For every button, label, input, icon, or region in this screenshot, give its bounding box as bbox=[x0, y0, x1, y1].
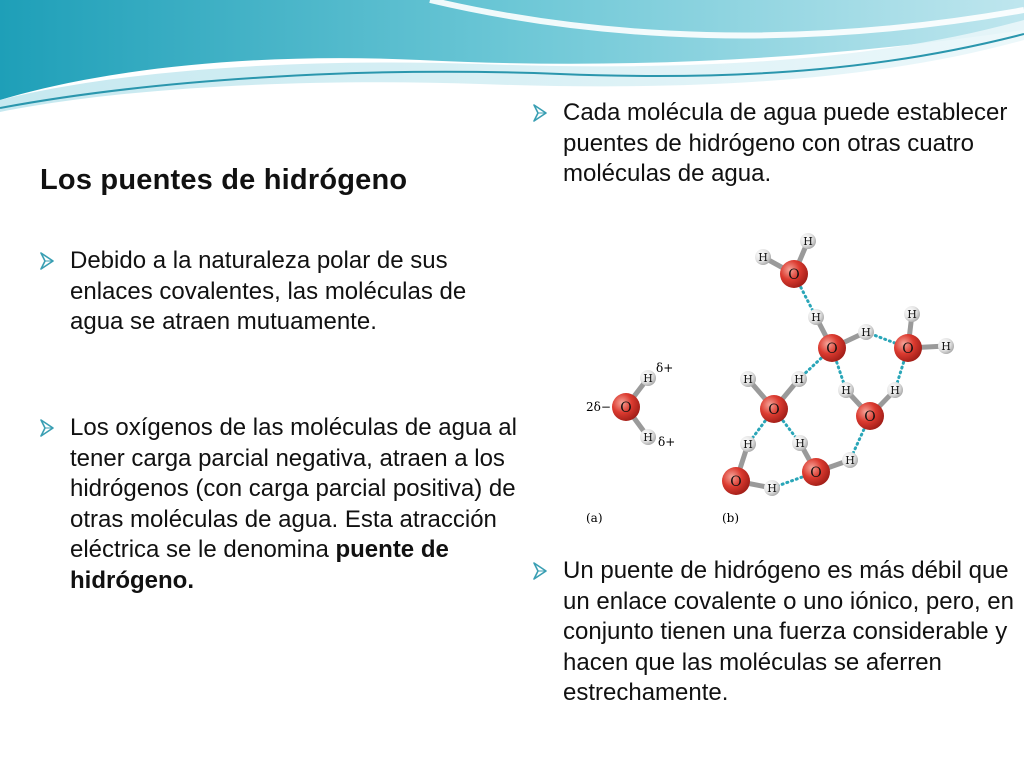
svg-text:O: O bbox=[864, 409, 876, 426]
svg-text:H: H bbox=[811, 310, 821, 324]
oxygen-atom bbox=[894, 334, 922, 362]
water-molecule-figure bbox=[576, 222, 964, 534]
hydrogen-atom bbox=[764, 480, 780, 496]
hydrogen-atom bbox=[904, 306, 920, 322]
oxygen-atom bbox=[722, 467, 750, 495]
svg-text:O: O bbox=[730, 474, 742, 491]
slide-title: Los puentes de hidrógeno bbox=[40, 164, 408, 196]
svg-text:H: H bbox=[758, 250, 768, 264]
panel-label-b: (b) bbox=[722, 511, 740, 525]
svg-text:O: O bbox=[788, 267, 800, 284]
hydrogen-bond-diagram bbox=[576, 222, 964, 534]
svg-text:H: H bbox=[803, 234, 813, 248]
bullet-text: Los oxígenos de las moléculas de agua al tener carga parcial negativa, atraen a los hidrógenos (con carga parcial positiva) de otras moléculas de agua. Esta atracción eléctrica se le denomina bbox=[70, 414, 517, 563]
charge-positive-label-bottom: δ+ bbox=[658, 435, 676, 449]
svg-text:H: H bbox=[907, 307, 917, 321]
hydrogen-atom bbox=[842, 452, 858, 468]
oxygen-atom bbox=[780, 260, 808, 288]
svg-text:H: H bbox=[941, 339, 951, 353]
hydrogen-atom bbox=[838, 382, 854, 398]
oxygen-atom bbox=[802, 458, 830, 486]
bullet-arrow-icon bbox=[38, 250, 60, 272]
svg-text:O: O bbox=[810, 465, 822, 482]
hydrogen-atom bbox=[938, 338, 954, 354]
hydrogen-atom bbox=[740, 371, 756, 387]
oxygen-atom bbox=[612, 393, 640, 421]
svg-text:H: H bbox=[767, 481, 777, 495]
svg-text:O: O bbox=[768, 402, 780, 419]
svg-text:O: O bbox=[620, 400, 632, 417]
svg-text:H: H bbox=[841, 383, 851, 397]
hydrogen-atom bbox=[791, 371, 807, 387]
hydrogen-atom bbox=[755, 249, 771, 265]
svg-text:H: H bbox=[890, 383, 900, 397]
charge-positive-label-top: δ+ bbox=[656, 361, 674, 375]
charge-negative-label: 2δ− bbox=[586, 400, 611, 414]
bullet-text: Debido a la naturaleza polar de sus enlaces covalentes, las moléculas de agua se atraen mutuamente. bbox=[70, 247, 467, 335]
svg-text:H: H bbox=[845, 453, 855, 467]
svg-text:O: O bbox=[826, 341, 838, 358]
bullet-arrow-icon bbox=[531, 560, 553, 582]
bullet-oxygen-attraction bbox=[38, 413, 548, 596]
svg-text:H: H bbox=[743, 372, 753, 386]
bullet-text: Cada molécula de agua puede establecer puentes de hidrógeno con otras cuatro moléculas de agua. bbox=[563, 99, 1008, 187]
hydrogen-atom bbox=[887, 382, 903, 398]
hydrogen-atom bbox=[808, 309, 824, 325]
hydrogen-atom bbox=[858, 324, 874, 340]
svg-text:O: O bbox=[902, 341, 914, 358]
bullet-text: Un puente de hidrógeno es más débil que un enlace covalente o uno iónico, pero, en conjunto tienen una fuerza considerable y hacen que las moléculas se aferren estrechamente. bbox=[563, 557, 1014, 706]
panel-label-a: (a) bbox=[586, 511, 603, 525]
oxygen-atom bbox=[856, 402, 884, 430]
oxygen-atom bbox=[760, 395, 788, 423]
hydrogen-atom bbox=[800, 233, 816, 249]
svg-text:H: H bbox=[743, 437, 753, 451]
bullet-bold-term: puente de hidrógeno. bbox=[70, 536, 449, 594]
bullet-arrow-icon bbox=[531, 102, 553, 124]
bullet-polar-nature bbox=[38, 246, 520, 338]
bullet-four-molecules bbox=[531, 98, 1023, 190]
hydrogen-atom bbox=[640, 429, 656, 445]
svg-text:H: H bbox=[794, 372, 804, 386]
hydrogen-atom bbox=[792, 435, 808, 451]
hydrogen-atom bbox=[640, 370, 656, 386]
svg-text:H: H bbox=[795, 436, 805, 450]
svg-text:H: H bbox=[643, 371, 653, 385]
svg-text:H: H bbox=[643, 430, 653, 444]
bullet-arrow-icon bbox=[38, 417, 60, 439]
bullet-bond-strength bbox=[531, 556, 1023, 709]
oxygen-atom bbox=[818, 334, 846, 362]
svg-text:H: H bbox=[861, 325, 871, 339]
hydrogen-atom bbox=[740, 436, 756, 452]
